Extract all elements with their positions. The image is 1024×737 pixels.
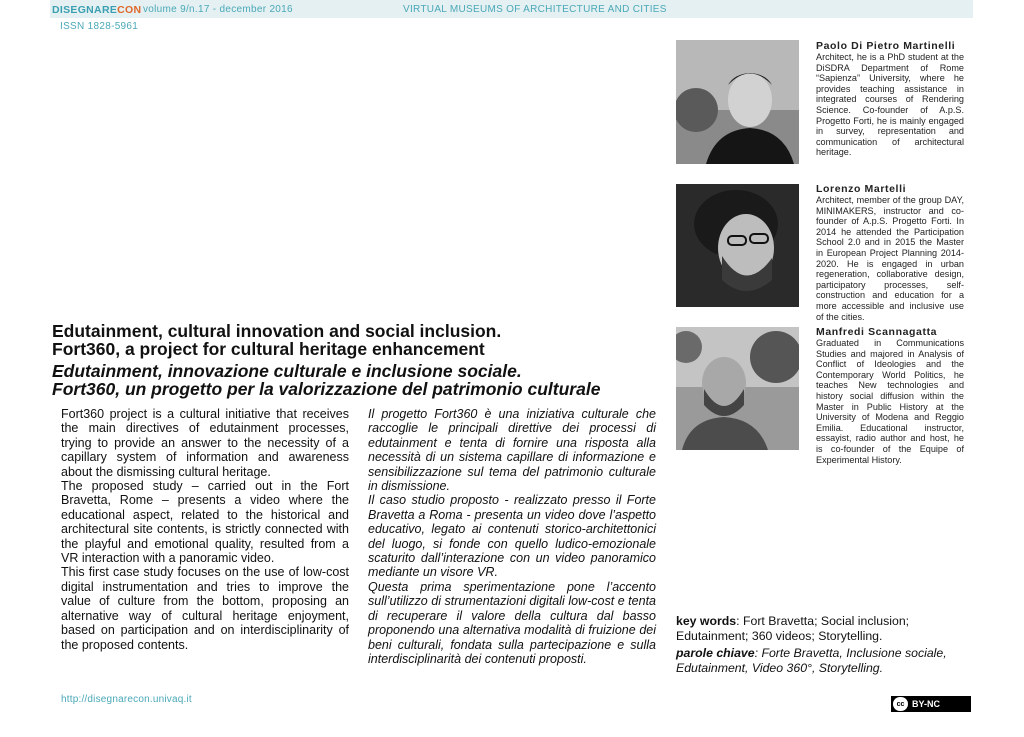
keywords-english (676, 614, 966, 644)
abstract-en-paragraph: This first case study focuses on the use of low-cost digital instrumentation and tries to improve the value of culture from the bottom, proposing an alternative way of cultural heritage enjoyment, based on participation and on interdisciplinarity of the proposed contents. (61, 565, 349, 652)
abstract-it-paragraph: Questa prima sperimentazione pone l’accento sull’utilizzo di strumentazioni digitali low-cost e tenta di recuperare il valore della cultura dal basso proponendo una alternativa modalità di fruizione dei beni culturali, fondata sulla partecipazione e sulla interdisciplinarità dei contenuti proposti. (368, 579, 656, 666)
author-name-1: Paolo Di Pietro Martinelli (816, 40, 956, 52)
keywords-value-en: : Fort Bravetta; Social inclusion; Edutainment; 360 videos; Storytelling. (676, 614, 910, 643)
author-name-2: Lorenzo Martelli (816, 183, 907, 195)
title-english-line-2: Fort360, a project for cultural heritage enhancement (52, 339, 485, 359)
title-italian-line-2: Fort360, un progetto per la valorizzazione del patrimonio culturale (52, 379, 601, 399)
author-bio-text-2: Architect, member of the group DAY, MINIMAKERS, instructor and co-founder of A.p.S. Progetto Forti. In 2014 he attended the Participation School 2.0 and in 2015 the Master in European Project Planning 2014-2020. He is engaged in urban regeneration, collaborative design, participatory processes, self-construction and education for a more accessible and inclusive use of the cities. (816, 195, 964, 322)
brand-part2: CON (117, 4, 142, 16)
abstract-english (61, 407, 349, 652)
title-english (52, 322, 652, 358)
keywords-label-it: parole chiave (676, 646, 755, 660)
author-bio-3 (816, 326, 964, 465)
keywords-italian (676, 646, 966, 676)
abstract-it-paragraph: Il caso studio proposto - realizzato presso il Forte Bravetta a Roma - presenta un video dove l’aspetto educativo, legato ai contenuti storico-architettonici del luogo, si fonde con quello ludico-emozionale scaturito dall’interazione con un video panoramico mediante un visore VR. (368, 493, 656, 580)
section-title: VIRTUAL MUSEUMS OF ARCHITECTURE AND CITIES (403, 4, 667, 15)
license-text: BY-NC (912, 699, 941, 709)
title-english-line-1: Edutainment, cultural innovation and social inclusion. (52, 321, 502, 341)
author-photo-3 (676, 327, 799, 450)
abstract-italian (368, 407, 656, 666)
author-bio-text-3: Graduated in Communications Studies and majored in Analysis of Conflict of Ideologies and the Contemporary World Politics, he teaches New technologies and history social diffusion within the Master in Public History at the University of Modena and Reggio Emilia. Educational instructor, essayist, radio author and host, he is co-founder of the Equipe of Experimental History. (816, 338, 964, 465)
cc-license-badge[interactable] (891, 696, 971, 712)
author-photo-2 (676, 184, 799, 307)
abstract-en-paragraph: The proposed study – carried out in the Fort Bravetta, Rome – presents a video where the educational aspect, related to the historical and architectural site contents, is strictly connected with the playful and emotional quality, resulted from a VR interaction with a panoramic video. (61, 479, 349, 566)
abstract-it-paragraph: Il progetto Fort360 è una iniziativa culturale che raccoglie le principali direttive dei processi di edutainment e tenta di fornire una risposta alla necessità di un sistema capillare di informazione e sensibilizzazione sul tema del patrimonio culturale in dismissione. (368, 407, 656, 494)
abstract-en-paragraph: Fort360 project is a cultural initiative that receives the main directives of edutainment processes, trying to provide an answer to the necessity of a capillary system of information and awareness about the dismissing cultural heritage. (61, 407, 349, 479)
issn: ISSN 1828-5961 (60, 21, 139, 32)
keywords-value-it: : Forte Bravetta, Inclusione sociale, Edutainment, Video 360°, Storytelling. (676, 646, 947, 675)
author-bio-2 (816, 183, 964, 322)
author-bio-text-1: Architect, he is a PhD student at the DiSDRA Department of Rome “Sapienza” University, where he provides teaching assistance in integrated courses of Rendering Science. Co-founder of A.p.S. Progetto Forti, he is mainly engaged in survey, representation and communication of architectural heritage. (816, 52, 964, 158)
cc-icon: cc (893, 697, 908, 711)
journal-url-link[interactable]: http://disegnarecon.univaq.it (61, 694, 192, 705)
title-italian (52, 362, 652, 398)
volume-info: volume 9/n.17 - december 2016 (143, 4, 293, 15)
author-bio-1 (816, 40, 964, 158)
author-photo-1 (676, 40, 799, 164)
brand-part1: DISEGNARE (52, 4, 118, 16)
title-italian-line-1: Edutainment, innovazione culturale e inclusione sociale. (52, 361, 522, 381)
journal-brand (52, 4, 141, 16)
keywords-label-en: key words (676, 614, 737, 628)
author-name-3: Manfredi Scannagatta (816, 326, 938, 338)
